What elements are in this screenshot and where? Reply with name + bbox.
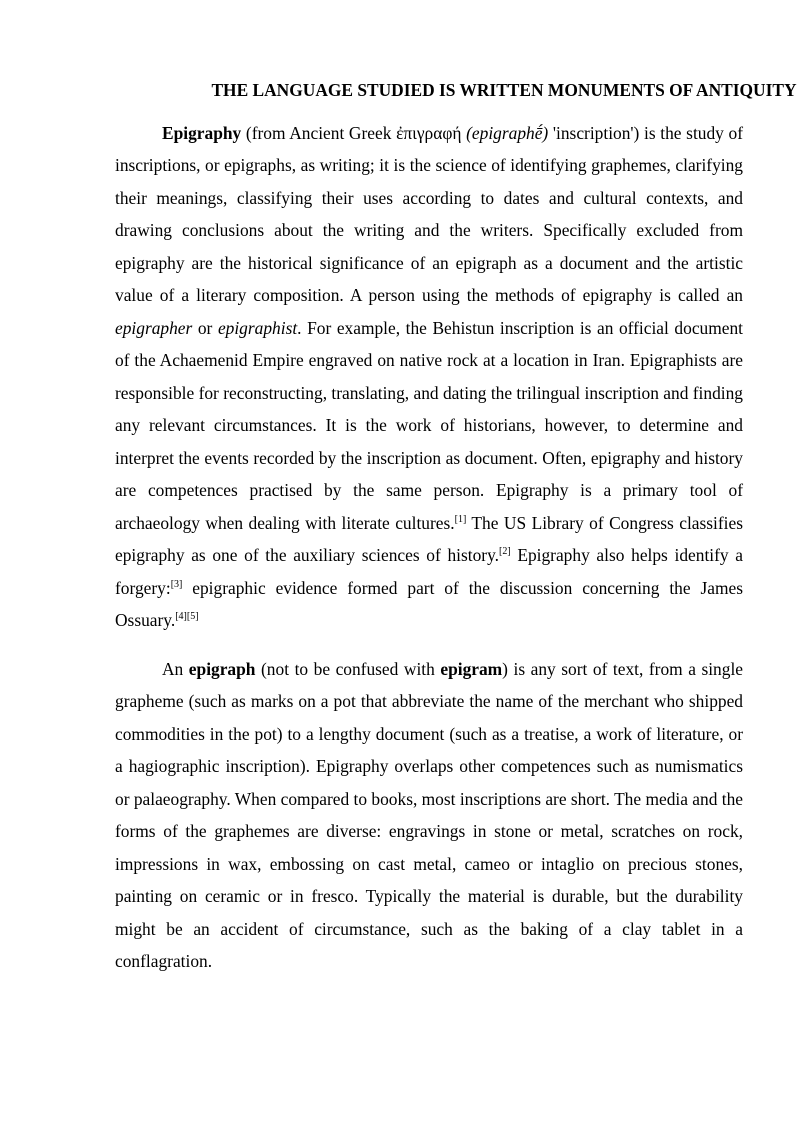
term-epigraphist: epigraphist — [217, 317, 298, 338]
text-span: epigraphic evidence formed part of the discussion concerning the James Ossuary. — [115, 577, 743, 630]
term-epigram: epigram — [440, 658, 503, 679]
document-title: THE LANGUAGE STUDIED IS WRITTEN MONUMENTS OF ANTIQUITY — [211, 80, 797, 100]
term-epigraph: epigraph — [188, 658, 256, 679]
paragraph-epigraph — [115, 653, 743, 978]
text-span: An — [162, 658, 189, 679]
text-span: The US Library of Congress classifies epigraphy as one of the auxiliary sciences of history. — [115, 512, 743, 565]
text-span: 'inscription') is the study of inscriptions, or epigraphs, as writing; it is the science of identifying graphemes, clarifying their meanings, classifying their uses according to dates and cultural contexts, and drawing conclusions about the writing and the writers. Specifically excluded from epigraphy are the historical significance of an epigraph as a document and the artistic value of a literary composition. A person using the methods of epigraphy is called an — [115, 122, 744, 305]
transliteration: (epigraphḗ) — [466, 122, 549, 143]
text-span: (not to be confused with — [255, 658, 441, 679]
text-span: (from Ancient Greek ἐπιγραφή — [241, 122, 467, 143]
text-span: Epigraphy also helps identify a forgery: — [115, 545, 743, 598]
footnote-ref-2[interactable]: [2] — [498, 546, 511, 557]
footnote-ref-3[interactable]: [3] — [170, 578, 183, 590]
footnote-ref-1[interactable]: [1] — [454, 513, 467, 525]
footnote-ref-4-5[interactable]: [4][5] — [175, 611, 199, 622]
term-epigraphy: Epigraphy — [162, 122, 242, 143]
paragraph-epigraphy — [115, 117, 743, 637]
text-span: ) is any sort of text, from a single grapheme (such as marks on a pot that abbreviate the name of the merchant who shipped commodities in the pot) to a lengthy document (such as a treatise, a work of literature, or a hagiographic inscription). Epigraphy overlaps other competences such as numismatics or palaeography. When compared to books, most inscriptions are short. The media and the forms of the graphemes are diverse: engravings in stone or metal, scratches on rock, impressions in wax, embossing on cast metal, cameo or intaglio on precious stones, painting on ceramic or in fresco. Typically the material is durable, but the durability might be an accident of circumstance, such as the baking of a clay tablet in a conflagration. — [115, 658, 743, 971]
text-span: . For example, the Behistun inscription is an official document of the Achaemenid Empire engraved on native rock at a location in Iran. Epigraphists are responsible for reconstructing, translating, and dating the trilingual inscription and finding any relevant circumstances. It is the work of historians, however, to determine and interpret the events recorded by the inscription as document. Often, epigraphy and history are competences practised by the same person. Epigraphy is a primary tool of archaeology when dealing with literate cultures. — [115, 317, 744, 533]
document-page — [115, 74, 797, 978]
term-epigrapher: epigrapher — [115, 317, 193, 338]
text-span: or — [192, 317, 218, 338]
